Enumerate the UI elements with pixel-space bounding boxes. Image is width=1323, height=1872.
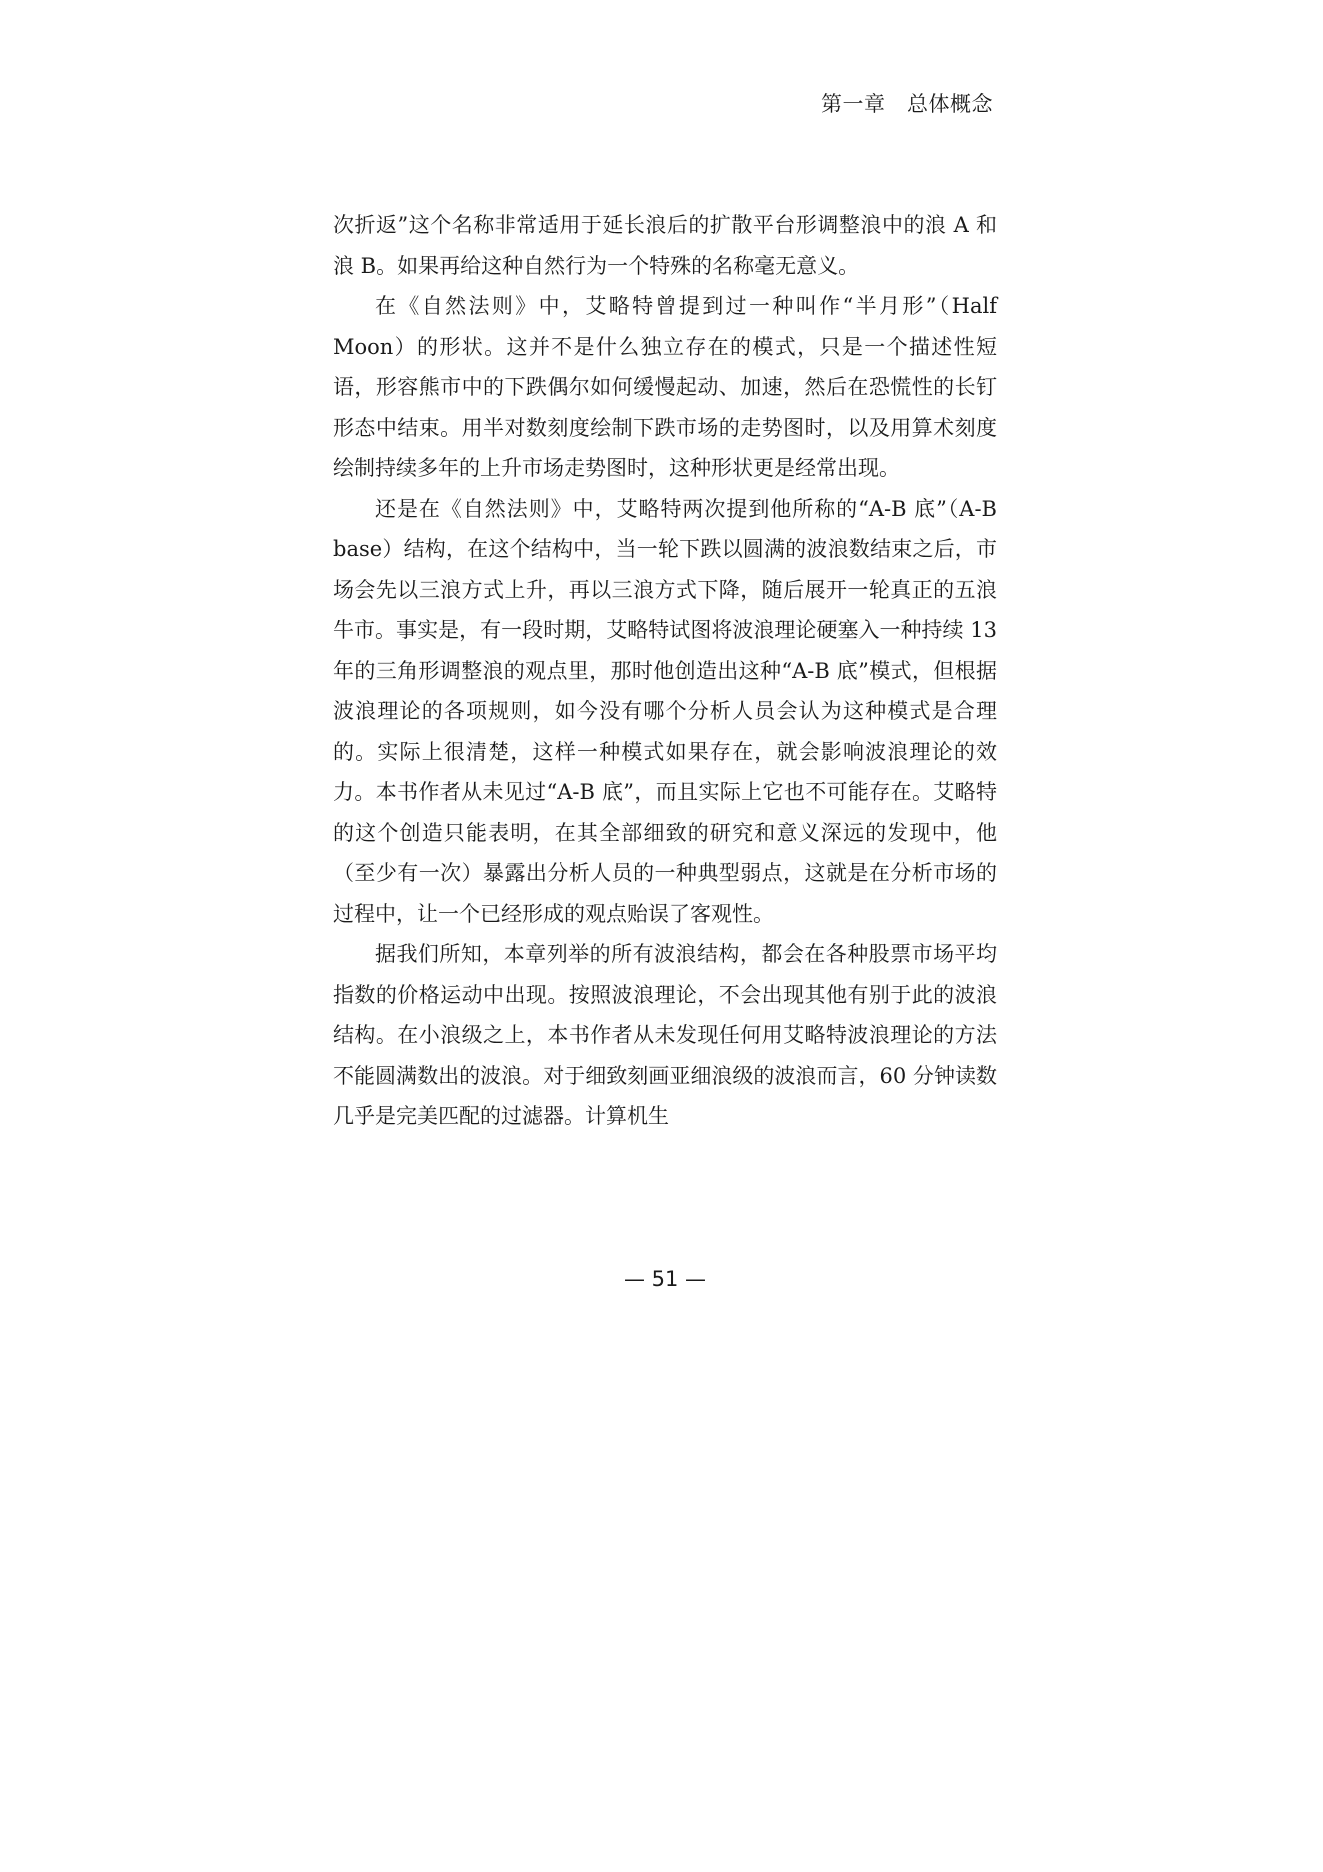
paragraph-continuation: 次折返”这个名称非常适用于延长浪后的扩散平台形调整浪中的浪 A 和浪 B。如果再给这种自然行为一个特殊的名称毫无意义。 <box>333 213 997 278</box>
paragraph-ab-base: 还是在《自然法则》中，艾略特两次提到他所称的“A-B 底”（A-B base）结构，在这个结构中，当一轮下跌以圆满的波浪数结束之后，市场会先以三浪方式上升，再以三浪方式下降，随后展开一轮真正的五浪牛市。事实是，有一段时期，艾略特试图将波浪理论硬塞入一种持续 13 年的三角形调整浪的观点里，那时他创造出这种“A-B 底”模式，但根据波浪理论的各项规则，如今没有哪个分析人员会认为这种模式是合理的。实际上很清楚，这样一种模式如果存在，就会影响波浪理论的效力。本书作者从未见过“A-B 底”，而且实际上它也不可能存在。艾略特的这个创造只能表明，在其全部细致的研究和意义深远的发现中，他（至少有一次）暴露出分析人员的一种典型弱点，这就是在分析市场的过程中，让一个已经形成的观点贻误了客观性。 <box>333 496 997 926</box>
body-text <box>333 205 997 1137</box>
chapter-header: 第一章 总体概念 <box>821 92 993 116</box>
paragraph-wave-structures: 据我们所知，本章列举的所有波浪结构，都会在各种股票市场平均指数的价格运动中出现。按照波浪理论，不会出现其他有别于此的波浪结构。在小浪级之上，本书作者从未发现任何用艾略特波浪理论的方法不能圆满数出的波浪。对于细致刻画亚细浪级的波浪而言，60 分钟读数几乎是完美匹配的过滤器。计算机生 <box>333 942 997 1128</box>
paragraph-half-moon: 在《自然法则》中，艾略特曾提到过一种叫作“半月形”（Half Moon）的形状。这并不是什么独立存在的模式，只是一个描述性短语，形容熊市中的下跌偶尔如何缓慢起动、加速，然后在恐慌性的长钉形态中结束。用半对数刻度绘制下跌市场的走势图时，以及用算术刻度绘制持续多年的上升市场走势图时，这种形状更是经常出现。 <box>333 294 997 480</box>
page-number: — 51 — <box>623 1267 707 1291</box>
